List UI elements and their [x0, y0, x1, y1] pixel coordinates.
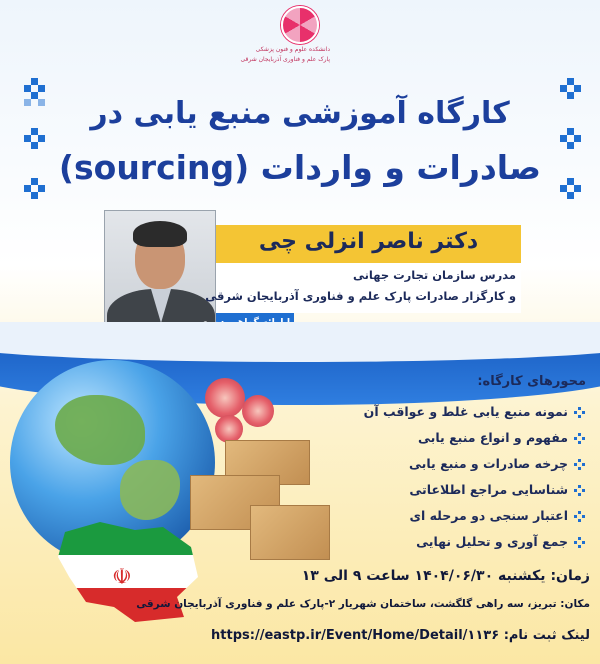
cardboard-box-icon — [250, 505, 330, 560]
pixel-bullet-icon — [574, 459, 586, 471]
time-label: زمان: — [550, 568, 590, 584]
topic-text: اعتبار سنجی دو مرحله ای — [409, 508, 568, 523]
topic-text: شناسایی مراجع اطلاعاتی — [409, 482, 568, 497]
title-line-2-text: صادرات و واردات — [260, 148, 542, 187]
time-value: یکشنبه ۱۴۰۴/۰۶/۳۰ ساعت ۹ الی ۱۳ — [301, 568, 546, 584]
place-label: مکان: — [560, 598, 590, 610]
topic-item — [418, 430, 586, 445]
pixel-bullet-icon — [574, 511, 586, 523]
light-wave — [0, 322, 600, 362]
title-latin: (sourcing) — [58, 148, 250, 187]
time-row — [302, 568, 590, 584]
link-row — [211, 628, 590, 643]
topic-text: جمع آوری و تحلیل نهایی — [416, 534, 568, 549]
topic-text: مفهوم و انواع منبع یابی — [417, 430, 568, 445]
instructor-role-2: و کارگزار صادرات پارک علم و فناوری آذربایجان شرقی — [205, 289, 516, 303]
pixel-bullet-icon — [574, 407, 586, 419]
title-line-2 — [0, 148, 600, 187]
topic-item — [409, 456, 586, 471]
flower-icon — [215, 415, 243, 443]
registration-link[interactable]: https://eastp.ir/Event/Home/Detail/۱۱۳۶ — [211, 628, 500, 643]
pixel-bullet-icon — [574, 537, 586, 549]
topic-item — [409, 508, 586, 523]
instructor-role-1: مدرس سازمان تجارت جهانی — [352, 268, 516, 282]
iran-emblem-icon: ☫ — [112, 565, 132, 590]
topic-item — [416, 534, 586, 549]
logo — [240, 6, 330, 68]
place-row — [136, 598, 590, 610]
flower-icon — [205, 378, 245, 418]
flower-icon — [242, 395, 274, 427]
logo-line-1: دانشکده علوم و فنون پزشکی — [255, 46, 330, 53]
topic-item — [364, 404, 586, 419]
pixel-bullet-icon — [574, 485, 586, 497]
link-label: لینک ثبت نام: — [503, 628, 590, 643]
instructor-name: دکتر ناصر انزلی چی — [258, 229, 479, 254]
title-line-1: کارگاه آموزشی منبع یابی در — [90, 96, 510, 131]
topic-text: نمونه منبع یابی غلط و عواقب آن — [363, 404, 568, 419]
logo-line-2: پارک علم و فناوری آذربایجان شرقی — [240, 56, 330, 63]
topics-heading: محورهای کارگاه: — [477, 374, 586, 389]
pixel-bullet-icon — [574, 433, 586, 445]
topic-text: چرخه صادرات و منبع یابی — [409, 456, 568, 471]
topic-item — [409, 482, 586, 497]
place-value: تبریز، سه راهی گلگشت، ساختمان شهریار ۲-پارک علم و فناوری آذربایجان شرقی — [136, 598, 557, 610]
logo-emblem-icon — [281, 6, 319, 44]
